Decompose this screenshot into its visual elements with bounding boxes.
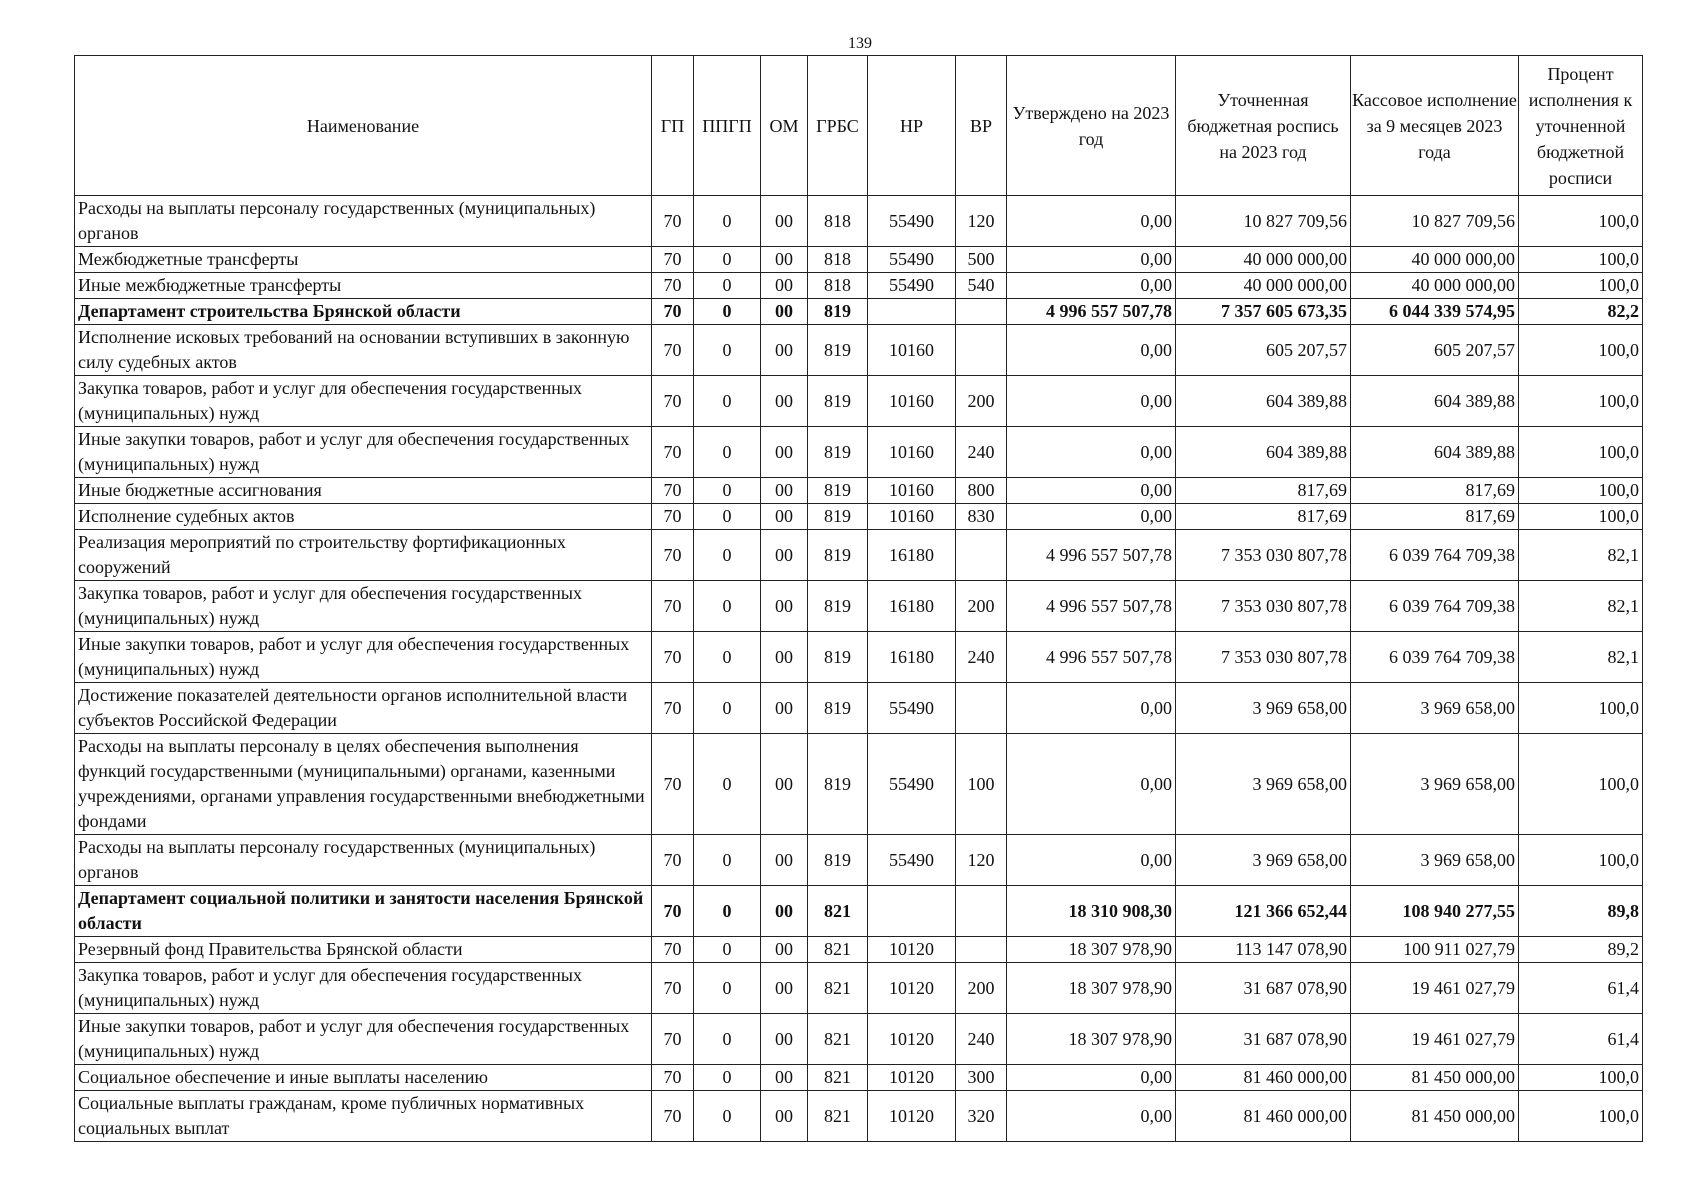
cell-approved: 0,00 [1007,1065,1176,1091]
cell-ppgp: 0 [694,1014,761,1065]
cell-percent: 89,2 [1519,937,1643,963]
cell-gp: 70 [652,581,694,632]
cell-gp: 70 [652,734,694,835]
header-row [75,56,1643,196]
budget-table [74,55,1643,1142]
cell-gp: 70 [652,632,694,683]
cell-om: 00 [761,299,808,325]
cell-percent: 100,0 [1519,683,1643,734]
table-row [75,478,1643,504]
header-refined: Уточненная бюджетная роспись на 2023 год [1176,56,1351,196]
cell-gp: 70 [652,299,694,325]
cell-cash: 81 450 000,00 [1351,1065,1519,1091]
cell-ppgp: 0 [694,530,761,581]
cell-nr: 55490 [868,835,956,886]
table-row [75,1091,1643,1142]
cell-approved: 18 307 978,90 [1007,937,1176,963]
table-row [75,632,1643,683]
table-row [75,835,1643,886]
cell-om: 00 [761,325,808,376]
cell-refined: 113 147 078,90 [1176,937,1351,963]
cell-cash: 605 207,57 [1351,325,1519,376]
cell-refined: 605 207,57 [1176,325,1351,376]
cell-grbs: 819 [808,427,868,478]
cell-nr: 10160 [868,504,956,530]
cell-ppgp: 0 [694,581,761,632]
cell-ppgp: 0 [694,632,761,683]
cell-ppgp: 0 [694,196,761,247]
table-row [75,504,1643,530]
cell-nr: 55490 [868,273,956,299]
cell-percent: 100,0 [1519,478,1643,504]
cell-ppgp: 0 [694,963,761,1014]
cell-refined: 7 357 605 673,35 [1176,299,1351,325]
cell-name: Иные закупки товаров, работ и услуг для обеспечения государственных (муниципальных) нужд [75,427,652,478]
table-row [75,299,1643,325]
cell-name: Закупка товаров, работ и услуг для обеспечения государственных (муниципальных) нужд [75,581,652,632]
cell-cash: 10 827 709,56 [1351,196,1519,247]
cell-cash: 604 389,88 [1351,376,1519,427]
cell-approved: 18 307 978,90 [1007,963,1176,1014]
cell-cash: 6 039 764 709,38 [1351,530,1519,581]
cell-nr: 10160 [868,427,956,478]
cell-approved: 4 996 557 507,78 [1007,299,1176,325]
cell-grbs: 819 [808,683,868,734]
cell-percent: 100,0 [1519,1065,1643,1091]
cell-grbs: 821 [808,886,868,937]
cell-gp: 70 [652,1065,694,1091]
cell-name: Социальное обеспечение и иные выплаты населению [75,1065,652,1091]
cell-nr: 10120 [868,937,956,963]
cell-cash: 19 461 027,79 [1351,963,1519,1014]
table-row [75,1065,1643,1091]
header-ppgp: ППГП [694,56,761,196]
cell-refined: 7 353 030 807,78 [1176,632,1351,683]
table-row [75,937,1643,963]
cell-vr: 200 [956,963,1007,1014]
cell-grbs: 818 [808,196,868,247]
header-vr: ВР [956,56,1007,196]
table-row [75,963,1643,1014]
cell-refined: 40 000 000,00 [1176,247,1351,273]
cell-gp: 70 [652,683,694,734]
cell-percent: 100,0 [1519,427,1643,478]
cell-vr [956,325,1007,376]
cell-gp: 70 [652,376,694,427]
table-row [75,530,1643,581]
cell-ppgp: 0 [694,937,761,963]
cell-vr: 100 [956,734,1007,835]
cell-om: 00 [761,963,808,1014]
cell-vr: 800 [956,478,1007,504]
table-body [75,196,1643,1142]
cell-approved: 0,00 [1007,504,1176,530]
cell-approved: 0,00 [1007,273,1176,299]
cell-percent: 100,0 [1519,376,1643,427]
cell-refined: 7 353 030 807,78 [1176,581,1351,632]
cell-refined: 604 389,88 [1176,376,1351,427]
cell-vr: 200 [956,376,1007,427]
table-row [75,683,1643,734]
cell-nr: 10160 [868,376,956,427]
cell-vr [956,937,1007,963]
cell-grbs: 819 [808,530,868,581]
cell-om: 00 [761,478,808,504]
cell-ppgp: 0 [694,299,761,325]
cell-om: 00 [761,1014,808,1065]
cell-approved: 4 996 557 507,78 [1007,530,1176,581]
cell-percent: 100,0 [1519,504,1643,530]
cell-grbs: 818 [808,273,868,299]
cell-grbs: 821 [808,1065,868,1091]
header-gp: ГП [652,56,694,196]
cell-vr: 240 [956,632,1007,683]
cell-name: Департамент социальной политики и занятости населения Брянской области [75,886,652,937]
cell-vr: 320 [956,1091,1007,1142]
cell-ppgp: 0 [694,504,761,530]
cell-om: 00 [761,937,808,963]
cell-gp: 70 [652,325,694,376]
header-grbs: ГРБС [808,56,868,196]
cell-grbs: 818 [808,247,868,273]
cell-percent: 100,0 [1519,325,1643,376]
cell-gp: 70 [652,478,694,504]
header-nr: НР [868,56,956,196]
cell-approved: 4 996 557 507,78 [1007,581,1176,632]
table-row [75,196,1643,247]
table-row [75,247,1643,273]
cell-gp: 70 [652,247,694,273]
cell-om: 00 [761,886,808,937]
cell-ppgp: 0 [694,325,761,376]
cell-cash: 3 969 658,00 [1351,683,1519,734]
cell-gp: 70 [652,273,694,299]
cell-vr [956,530,1007,581]
cell-vr [956,299,1007,325]
cell-name: Социальные выплаты гражданам, кроме публичных нормативных социальных выплат [75,1091,652,1142]
cell-om: 00 [761,504,808,530]
cell-refined: 31 687 078,90 [1176,1014,1351,1065]
cell-ppgp: 0 [694,427,761,478]
cell-cash: 108 940 277,55 [1351,886,1519,937]
cell-percent: 82,1 [1519,581,1643,632]
table-header [75,56,1643,196]
cell-vr: 200 [956,581,1007,632]
cell-gp: 70 [652,504,694,530]
cell-om: 00 [761,835,808,886]
cell-approved: 0,00 [1007,478,1176,504]
cell-nr: 16180 [868,530,956,581]
cell-cash: 40 000 000,00 [1351,273,1519,299]
table-row [75,325,1643,376]
cell-om: 00 [761,632,808,683]
cell-approved: 18 310 908,30 [1007,886,1176,937]
cell-nr: 55490 [868,734,956,835]
cell-refined: 3 969 658,00 [1176,734,1351,835]
header-cash: Кассовое исполнение за 9 месяцев 2023 года [1351,56,1519,196]
cell-nr: 55490 [868,683,956,734]
cell-nr: 10120 [868,963,956,1014]
cell-grbs: 819 [808,478,868,504]
cell-om: 00 [761,376,808,427]
cell-approved: 0,00 [1007,683,1176,734]
cell-vr: 300 [956,1065,1007,1091]
cell-cash: 6 039 764 709,38 [1351,581,1519,632]
cell-refined: 3 969 658,00 [1176,683,1351,734]
cell-ppgp: 0 [694,886,761,937]
cell-name: Расходы на выплаты персоналу государственных (муниципальных) органов [75,196,652,247]
cell-name: Департамент строительства Брянской области [75,299,652,325]
cell-om: 00 [761,530,808,581]
cell-grbs: 821 [808,1014,868,1065]
cell-grbs: 819 [808,632,868,683]
cell-percent: 100,0 [1519,1091,1643,1142]
cell-percent: 61,4 [1519,963,1643,1014]
cell-cash: 40 000 000,00 [1351,247,1519,273]
cell-percent: 82,1 [1519,530,1643,581]
cell-vr [956,683,1007,734]
cell-name: Иные бюджетные ассигнования [75,478,652,504]
cell-refined: 81 460 000,00 [1176,1091,1351,1142]
cell-refined: 3 969 658,00 [1176,835,1351,886]
table-row [75,581,1643,632]
cell-approved: 4 996 557 507,78 [1007,632,1176,683]
cell-om: 00 [761,581,808,632]
cell-ppgp: 0 [694,247,761,273]
cell-refined: 817,69 [1176,504,1351,530]
cell-name: Исполнение исковых требований на основании вступивших в законную силу судебных актов [75,325,652,376]
cell-name: Расходы на выплаты персоналу государственных (муниципальных) органов [75,835,652,886]
cell-approved: 0,00 [1007,1091,1176,1142]
cell-cash: 604 389,88 [1351,427,1519,478]
cell-om: 00 [761,427,808,478]
cell-om: 00 [761,247,808,273]
cell-name: Закупка товаров, работ и услуг для обеспечения государственных (муниципальных) нужд [75,963,652,1014]
cell-approved: 18 307 978,90 [1007,1014,1176,1065]
page-number: 139 [848,35,872,52]
cell-cash: 81 450 000,00 [1351,1091,1519,1142]
cell-approved: 0,00 [1007,325,1176,376]
cell-ppgp: 0 [694,734,761,835]
table-row [75,886,1643,937]
cell-refined: 604 389,88 [1176,427,1351,478]
cell-ppgp: 0 [694,273,761,299]
cell-gp: 70 [652,427,694,478]
cell-vr: 120 [956,196,1007,247]
cell-ppgp: 0 [694,683,761,734]
cell-refined: 7 353 030 807,78 [1176,530,1351,581]
table-row [75,427,1643,478]
cell-om: 00 [761,196,808,247]
cell-gp: 70 [652,963,694,1014]
cell-gp: 70 [652,937,694,963]
cell-grbs: 819 [808,581,868,632]
cell-refined: 81 460 000,00 [1176,1065,1351,1091]
cell-vr: 830 [956,504,1007,530]
cell-percent: 89,8 [1519,886,1643,937]
cell-grbs: 819 [808,325,868,376]
cell-name: Межбюджетные трансферты [75,247,652,273]
cell-ppgp: 0 [694,478,761,504]
cell-nr [868,299,956,325]
cell-ppgp: 0 [694,376,761,427]
cell-percent: 61,4 [1519,1014,1643,1065]
cell-vr: 240 [956,427,1007,478]
cell-nr: 10120 [868,1014,956,1065]
cell-name: Закупка товаров, работ и услуг для обеспечения государственных (муниципальных) нужд [75,376,652,427]
cell-nr [868,886,956,937]
table-row [75,273,1643,299]
cell-nr: 10120 [868,1065,956,1091]
header-om: ОМ [761,56,808,196]
cell-percent: 100,0 [1519,247,1643,273]
cell-vr: 500 [956,247,1007,273]
cell-percent: 100,0 [1519,273,1643,299]
cell-approved: 0,00 [1007,835,1176,886]
header-percent: Процент исполнения к уточненной бюджетной росписи [1519,56,1643,196]
cell-nr: 16180 [868,581,956,632]
cell-vr: 240 [956,1014,1007,1065]
cell-grbs: 819 [808,376,868,427]
cell-om: 00 [761,273,808,299]
cell-cash: 817,69 [1351,504,1519,530]
cell-vr: 540 [956,273,1007,299]
cell-cash: 100 911 027,79 [1351,937,1519,963]
cell-nr: 55490 [868,196,956,247]
cell-percent: 100,0 [1519,835,1643,886]
cell-approved: 0,00 [1007,247,1176,273]
cell-nr: 10160 [868,325,956,376]
cell-name: Иные закупки товаров, работ и услуг для обеспечения государственных (муниципальных) нужд [75,632,652,683]
cell-cash: 6 039 764 709,38 [1351,632,1519,683]
cell-om: 00 [761,683,808,734]
cell-nr: 10160 [868,478,956,504]
cell-grbs: 821 [808,937,868,963]
cell-ppgp: 0 [694,1065,761,1091]
cell-cash: 3 969 658,00 [1351,734,1519,835]
cell-refined: 10 827 709,56 [1176,196,1351,247]
cell-name: Иные закупки товаров, работ и услуг для обеспечения государственных (муниципальных) нужд [75,1014,652,1065]
cell-approved: 0,00 [1007,427,1176,478]
cell-cash: 19 461 027,79 [1351,1014,1519,1065]
cell-percent: 100,0 [1519,734,1643,835]
cell-refined: 31 687 078,90 [1176,963,1351,1014]
header-name: Наименование [75,56,652,196]
cell-grbs: 819 [808,734,868,835]
cell-approved: 0,00 [1007,376,1176,427]
cell-name: Достижение показателей деятельности органов исполнительной власти субъектов Российской Федерации [75,683,652,734]
cell-name: Иные межбюджетные трансферты [75,273,652,299]
cell-gp: 70 [652,886,694,937]
cell-ppgp: 0 [694,1091,761,1142]
cell-grbs: 821 [808,963,868,1014]
cell-vr [956,886,1007,937]
cell-grbs: 819 [808,504,868,530]
cell-approved: 0,00 [1007,196,1176,247]
cell-om: 00 [761,1065,808,1091]
cell-refined: 121 366 652,44 [1176,886,1351,937]
table-row [75,734,1643,835]
cell-name: Реализация мероприятий по строительству фортификационных сооружений [75,530,652,581]
header-approved: Утверждено на 2023 год [1007,56,1176,196]
cell-nr: 10120 [868,1091,956,1142]
cell-refined: 40 000 000,00 [1176,273,1351,299]
cell-grbs: 819 [808,299,868,325]
cell-grbs: 819 [808,835,868,886]
cell-name: Расходы на выплаты персоналу в целях обеспечения выполнения функций государственными (муниципальными) органами, казенными учреждениями, органами управления государственными внебюджетными фондами [75,734,652,835]
cell-name: Исполнение судебных актов [75,504,652,530]
cell-om: 00 [761,734,808,835]
cell-gp: 70 [652,196,694,247]
cell-grbs: 821 [808,1091,868,1142]
cell-name: Резервный фонд Правительства Брянской области [75,937,652,963]
cell-percent: 82,1 [1519,632,1643,683]
cell-om: 00 [761,1091,808,1142]
cell-gp: 70 [652,835,694,886]
cell-approved: 0,00 [1007,734,1176,835]
cell-percent: 100,0 [1519,196,1643,247]
cell-nr: 16180 [868,632,956,683]
cell-vr: 120 [956,835,1007,886]
cell-gp: 70 [652,1014,694,1065]
cell-cash: 817,69 [1351,478,1519,504]
cell-ppgp: 0 [694,835,761,886]
cell-cash: 3 969 658,00 [1351,835,1519,886]
cell-gp: 70 [652,530,694,581]
table-row [75,376,1643,427]
cell-cash: 6 044 339 574,95 [1351,299,1519,325]
cell-gp: 70 [652,1091,694,1142]
cell-refined: 817,69 [1176,478,1351,504]
cell-percent: 82,2 [1519,299,1643,325]
table-row [75,1014,1643,1065]
cell-nr: 55490 [868,247,956,273]
